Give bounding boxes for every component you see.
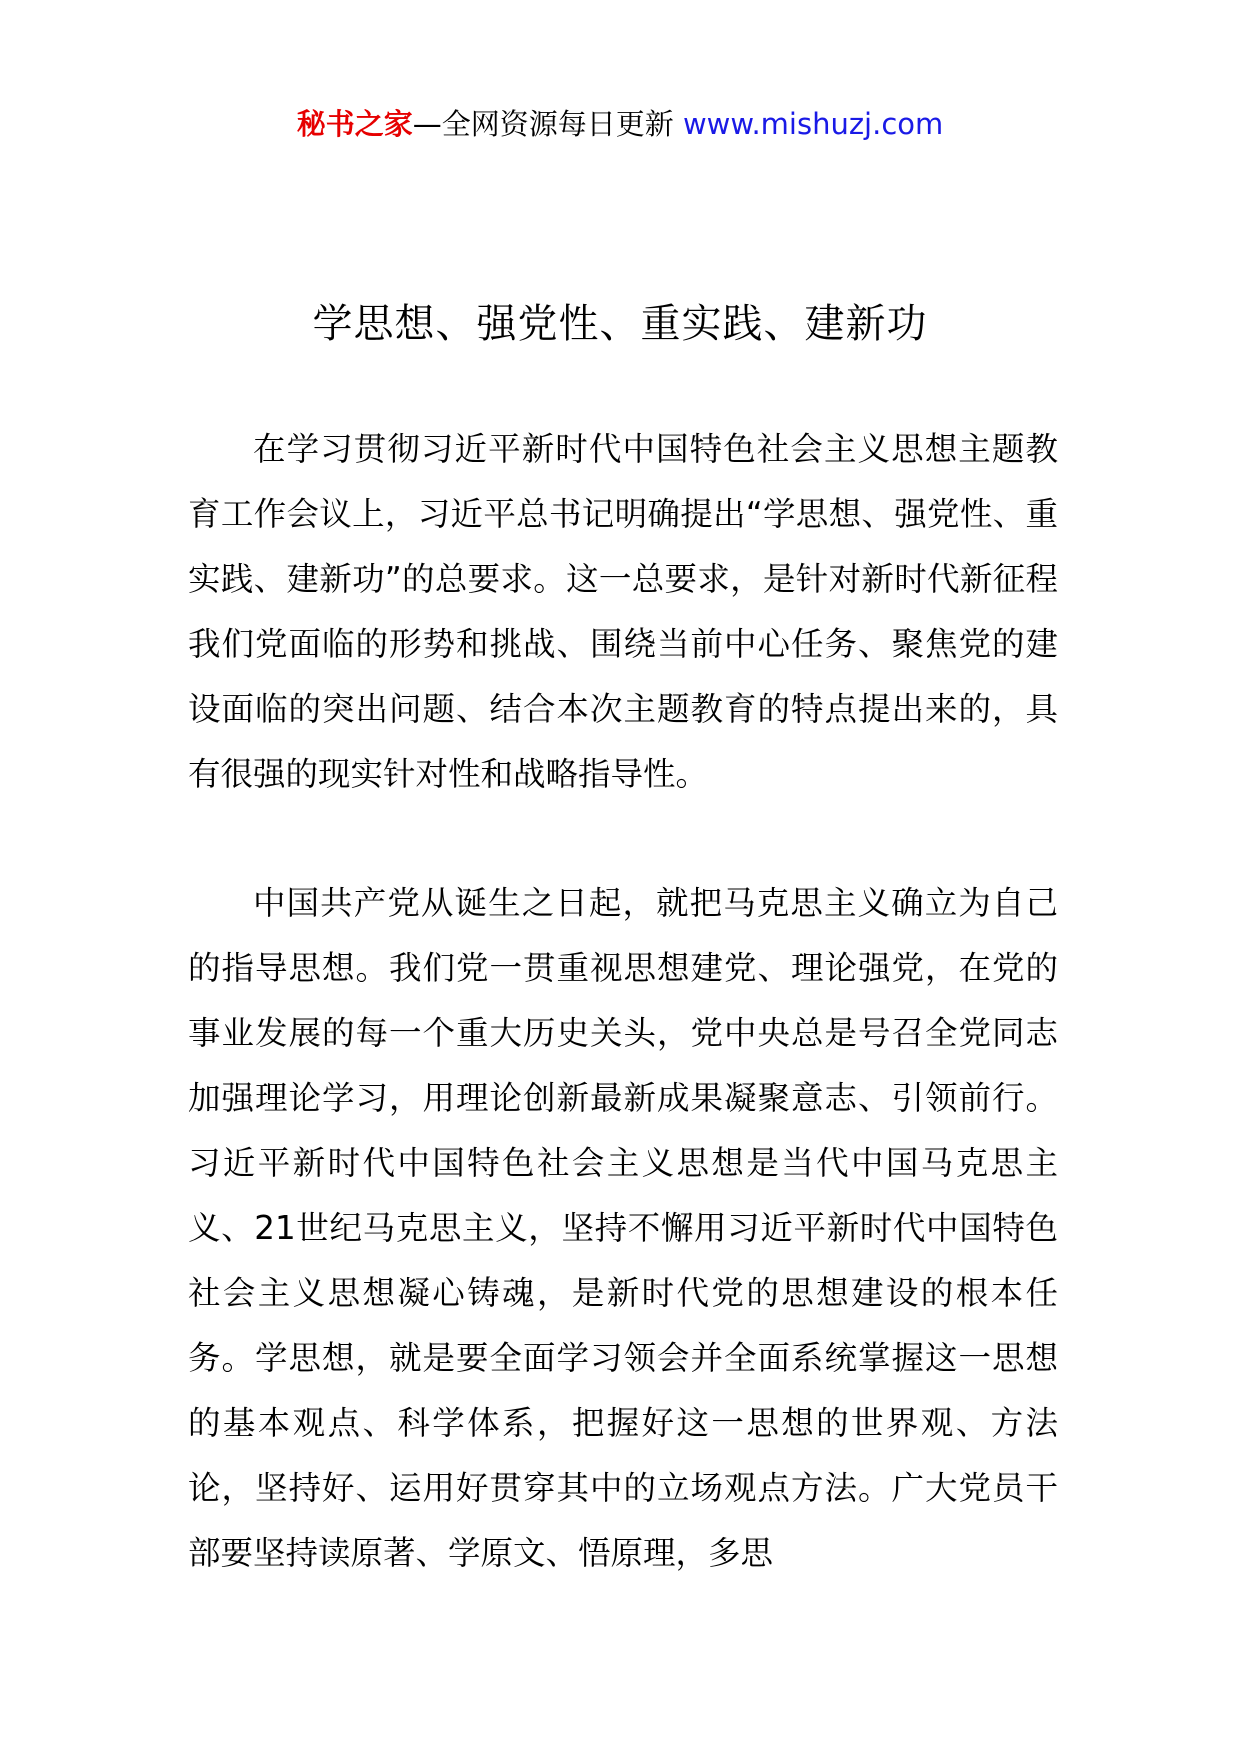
page-header bbox=[0, 104, 1240, 144]
body-paragraph: 在学习贯彻习近平新时代中国特色社会主义思想主题教育工作会议上，习近平总书记明确提出“学思想、强党性、重实践、建新功”的总要求。这一总要求，是针对新时代新征程我们党面临的形势和挑战、围绕当前中心任务、聚焦党的建设面临的突出问题、结合本次主题教育的特点提出来的，具有很强的现实针对性和战略指导性。 bbox=[188, 430, 1058, 793]
body-paragraph: 中国共产党从诞生之日起，就把马克思主义确立为自己的指导思想。我们党一贯重视思想建党、理论强党，在党的事业发展的每一个重大历史关头，党中央总是号召全党同志加强理论学习，用理论创新最新成果凝聚意志、引领前行。习近平新时代中国特色社会主义思想是当代中国马克思主义、21世纪马克思主义，坚持不懈用习近平新时代中国特色社会主义思想凝心铸魂，是新时代党的思想建设的根本任务。学思想，就是要全面学习领会并全面系统掌握这一思想的基本观点、科学体系，把握好这一思想的世界观、方法论，坚持好、运用好贯穿其中的立场观点方法。广大党员干部要坚持读原著、学原文、悟原理，多思 bbox=[188, 884, 1058, 1572]
document-title: 学思想、强党性、重实践、建新功 bbox=[312, 301, 928, 347]
brand-name: 秘书之家 bbox=[296, 107, 413, 141]
header-tagline: —全网资源每日更新 bbox=[412, 107, 674, 141]
site-link[interactable]: www.mishuzj.com bbox=[682, 107, 944, 141]
